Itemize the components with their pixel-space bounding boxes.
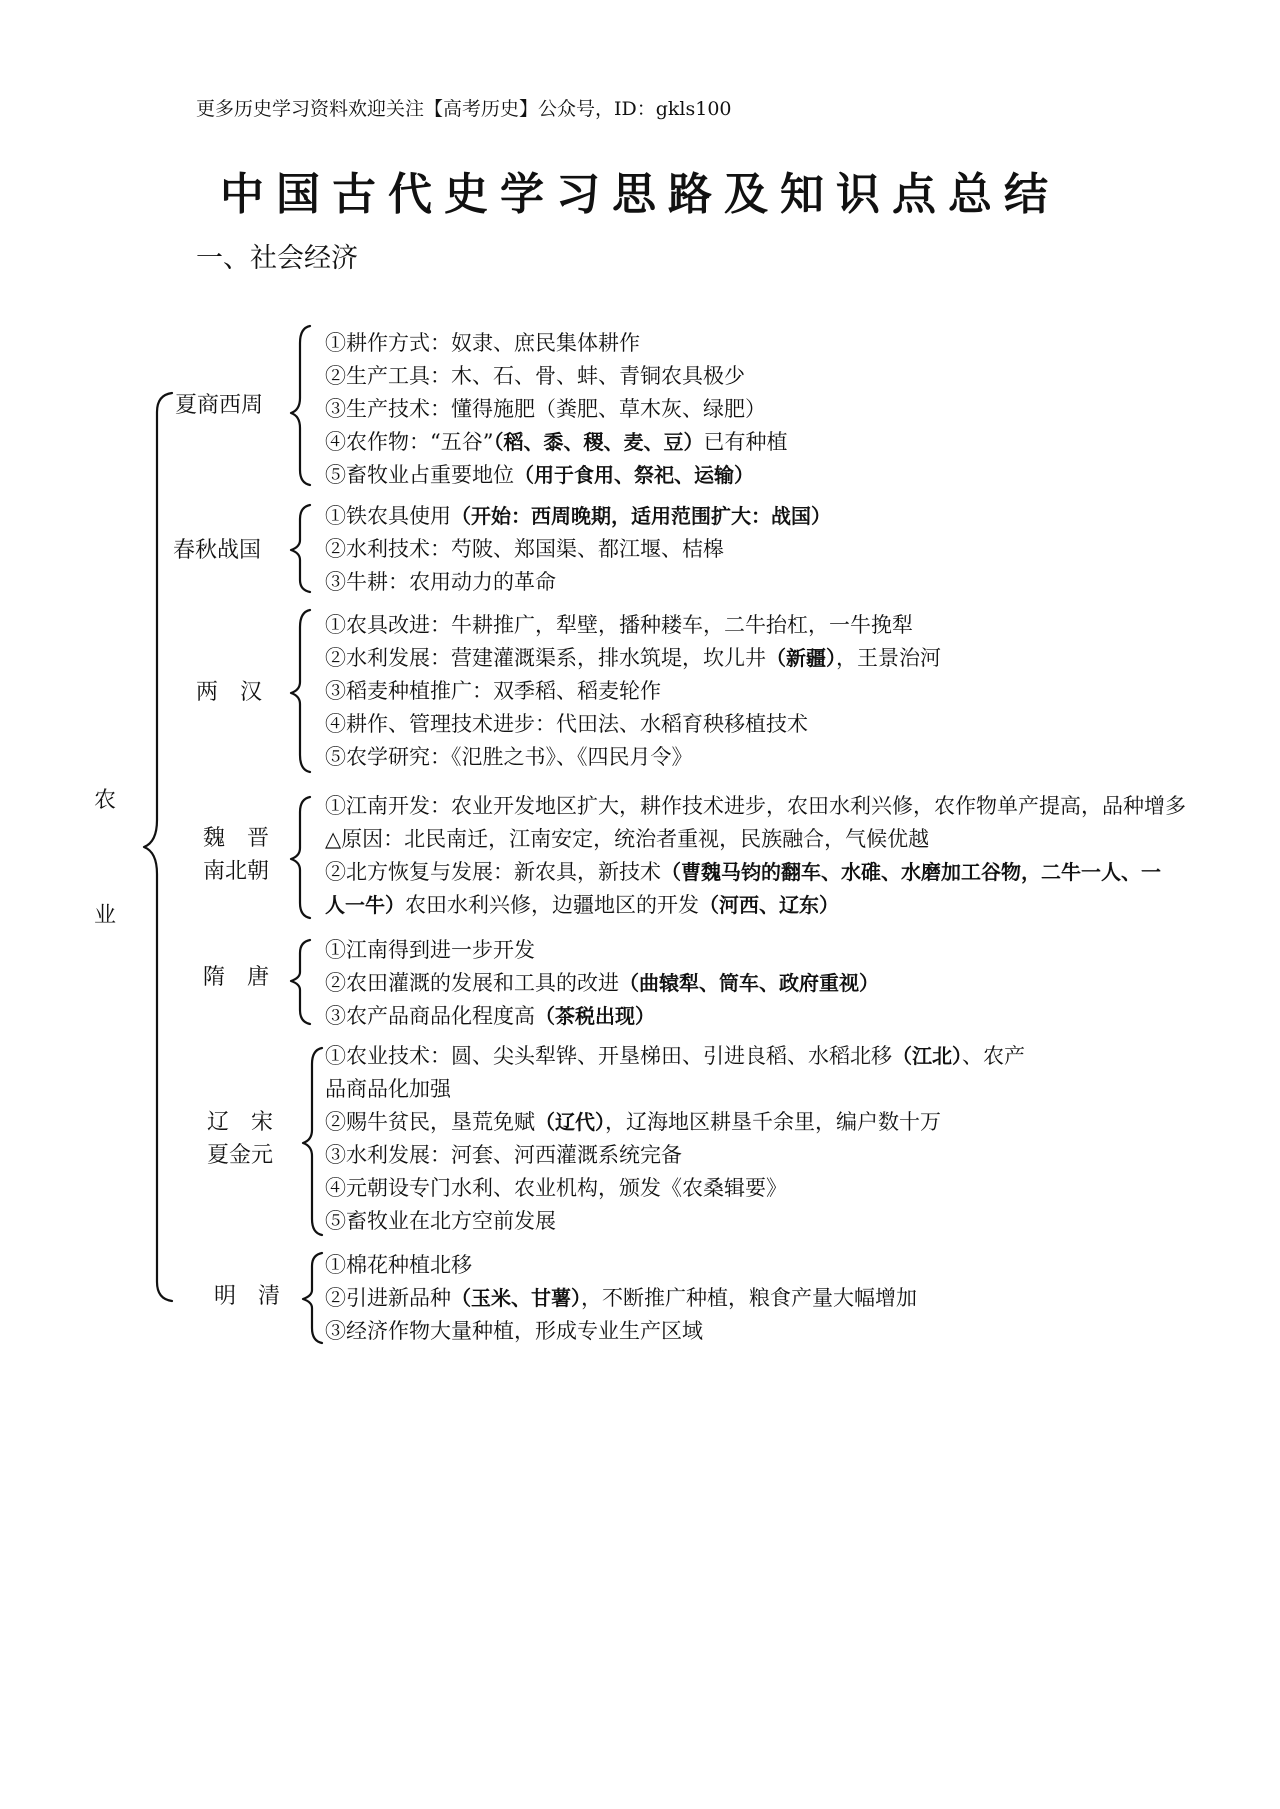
knowledge-item: ②生产工具：木、石、骨、蚌、青铜农具极少 (325, 364, 745, 388)
brace-liaosong (303, 1048, 322, 1235)
knowledge-item: ①农业技术：圆、尖头犁铧、开垦梯田、引进良稻、水稻北移（江北）、农产 (325, 1044, 1025, 1068)
knowledge-item: ①棉花种植北移 (325, 1253, 472, 1277)
knowledge-item: ②水利技术：芍陂、郑国渠、都江堰、桔槔 (325, 537, 724, 561)
period-label: 夏商西周 (175, 393, 264, 418)
brace-weijin (291, 797, 310, 918)
knowledge-item: ③稻麦种植推广：双季稻、稻麦轮作 (325, 679, 661, 703)
knowledge-item: ④农作物：“五谷”（稻、黍、稷、麦、豆）已有种植 (325, 430, 788, 454)
knowledge-item: ⑤农学研究：《氾胜之书》、《四民月令》 (325, 745, 693, 769)
knowledge-item: ①江南开发：农业开发地区扩大，耕作技术进步，农田水利兴修，农作物单产提高，品种增多 (325, 794, 1186, 818)
period-label: 两 汉 (196, 680, 263, 705)
period-label: 春秋战国 (173, 538, 262, 563)
period-label: 辽 宋 (207, 1110, 274, 1135)
header-note: 更多历史学习资料欢迎关注【高考历史】公众号，ID：gkls100 (196, 98, 732, 120)
period-label-line2: 南北朝 (203, 859, 270, 884)
knowledge-item: ②赐牛贫民，垦荒免赋（辽代），辽海地区耕垦千余里，编户数十万 (325, 1110, 941, 1134)
knowledge-item: ②农田灌溉的发展和工具的改进（曲辕犁、筒车、政府重视） (325, 971, 879, 995)
knowledge-item: ③经济作物大量种植，形成专业生产区域 (325, 1319, 703, 1343)
page-title: 中国古代史学习思路及知识点总结 (220, 169, 1060, 220)
period-label: 魏 晋 (203, 826, 270, 851)
brace-mingqing (303, 1253, 322, 1343)
topic-char-2: 业 (94, 903, 117, 928)
knowledge-item: ④耕作、管理技术进步：代田法、水稻育秧移植技术 (325, 712, 808, 736)
section-heading: 一、社会经济 (196, 243, 358, 274)
knowledge-item: ④元朝设专门水利、农业机构，颁发《农桑辑要》 (325, 1176, 787, 1200)
knowledge-item: ①铁农具使用（开始：西周晚期，适用范围扩大：战国） (325, 504, 831, 528)
brace-chunqiu (291, 505, 310, 592)
knowledge-item: ②引进新品种（玉米、甘薯），不断推广种植，粮食产量大幅增加 (325, 1286, 917, 1310)
topic-char-1: 农 (94, 788, 117, 813)
knowledge-item: ③水利发展：河套、河西灌溉系统完备 (325, 1143, 682, 1167)
brace-han (291, 610, 310, 772)
knowledge-item: ③生产技术：懂得施肥（粪肥、草木灰、绿肥） (325, 397, 766, 421)
knowledge-item: ①江南得到进一步开发 (325, 938, 535, 962)
knowledge-item: ②北方恢复与发展：新农具，新技术（曹魏马钧的翻车、水碓、水磨加工谷物，二牛一人、一 (325, 860, 1161, 884)
knowledge-item: ①耕作方式：奴隶、庶民集体耕作 (325, 331, 640, 355)
period-label: 隋 唐 (203, 965, 270, 990)
main-brace (144, 393, 172, 1301)
knowledge-item: △原因：北民南迁，江南安定，统治者重视，民族融合，气候优越 (325, 827, 930, 851)
knowledge-item: ③牛耕：农用动力的革命 (325, 570, 556, 594)
period-label: 明 清 (214, 1284, 281, 1309)
knowledge-item: 品商品化加强 (325, 1077, 451, 1101)
period-label-line2: 夏金元 (207, 1143, 274, 1168)
brace-xia-shang (291, 326, 310, 485)
knowledge-item: ③农产品商品化程度高（茶税出现） (325, 1004, 655, 1028)
knowledge-item: ⑤畜牧业占重要地位（用于食用、祭祀、运输） (325, 463, 754, 487)
knowledge-item: 人一牛）农田水利兴修，边疆地区的开发（河西、辽东） (325, 893, 839, 917)
knowledge-item: ⑤畜牧业在北方空前发展 (325, 1209, 556, 1233)
knowledge-item: ②水利发展：营建灌溉渠系，排水筑堤，坎儿井（新疆），王景治河 (325, 646, 941, 670)
brace-suitang (291, 940, 310, 1024)
knowledge-item: ①农具改进：牛耕推广，犁壁，播种耧车，二牛抬杠，一牛挽犁 (325, 613, 913, 637)
